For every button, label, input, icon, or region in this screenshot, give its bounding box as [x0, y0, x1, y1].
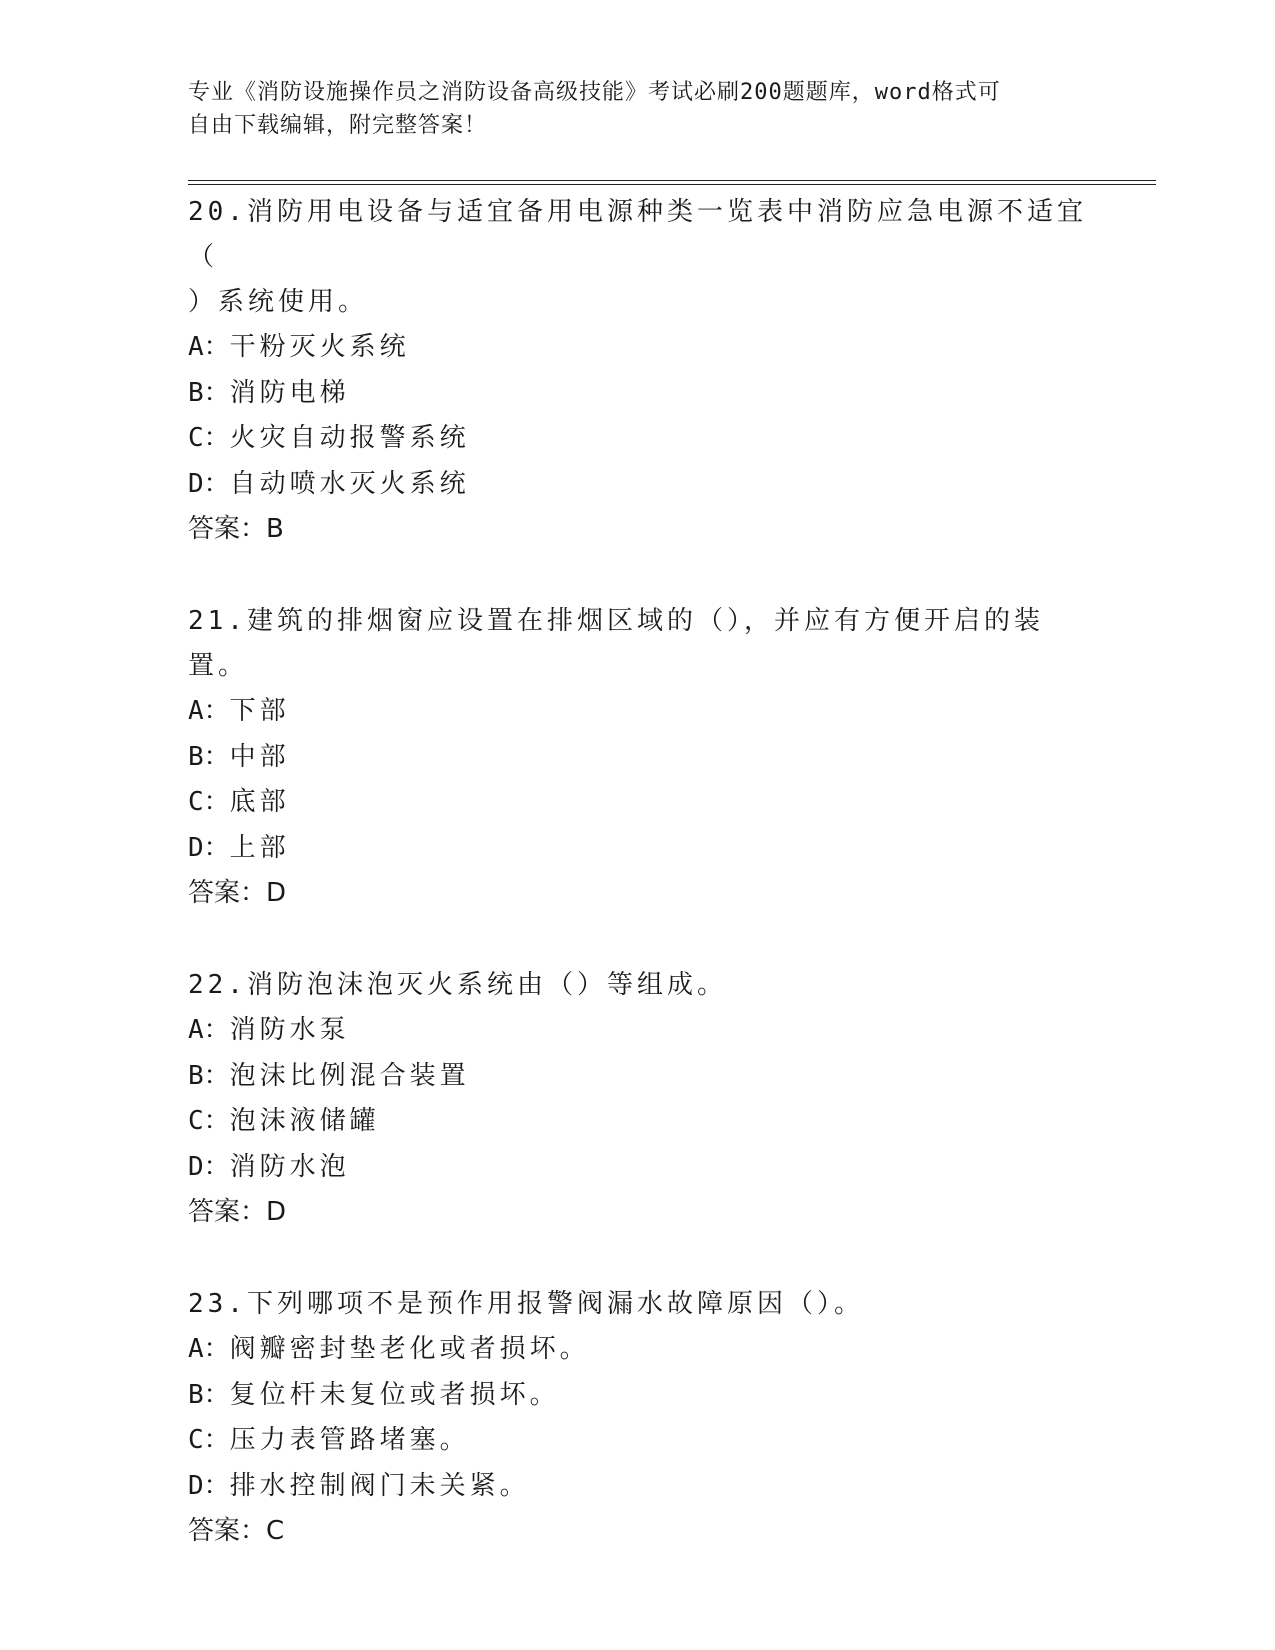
question-stem-line-2: ）系统使用。	[188, 287, 369, 317]
question-list	[188, 190, 1088, 1601]
question-stem: 22.消防泡沫泡灭火系统由（）等组成。	[188, 969, 727, 1000]
option-letter: B：	[188, 377, 230, 408]
question-20	[188, 190, 1088, 553]
question-stem: 21.建筑的排烟窗应设置在排烟区域的（），并应有方便开启的装置。	[188, 605, 1044, 681]
option-text: 泡沫比例混合装置	[229, 1060, 470, 1091]
option-text: 消防水泡	[229, 1151, 350, 1182]
option-text: 自动喷水灭火系统	[229, 468, 470, 499]
option-d	[188, 1145, 1088, 1191]
option-text: 下部	[229, 695, 290, 726]
option-b	[188, 1373, 1088, 1419]
option-b	[188, 735, 1088, 781]
question-stem: 23.下列哪项不是预作用报警阀漏水故障原因（）。	[188, 1288, 864, 1319]
question-22	[188, 963, 1088, 1236]
option-letter: D：	[188, 1151, 230, 1182]
option-text: 中部	[229, 741, 290, 772]
option-letter: B：	[188, 741, 230, 772]
option-a	[188, 1008, 1088, 1054]
option-letter: B：	[188, 1060, 230, 1091]
option-text: 上部	[229, 832, 290, 863]
option-letter: A：	[188, 695, 230, 726]
answer-line: 答案：D	[188, 1197, 287, 1228]
question-stem	[188, 190, 1088, 325]
option-letter: C：	[188, 787, 230, 818]
option-text: 排水控制阀门未关紧。	[229, 1470, 530, 1501]
option-letter: C：	[188, 1106, 230, 1137]
question-23	[188, 1282, 1088, 1555]
option-text: 泡沫液储罐	[229, 1106, 380, 1137]
option-c	[188, 1099, 1088, 1145]
question-stem-line-1: 20.消防用电设备与适宜备用电源种类一览表中消防应急电源不适宜（	[188, 197, 1087, 272]
option-text: 干粉灭火系统	[229, 332, 410, 362]
option-text: 底部	[229, 787, 290, 818]
option-letter: C：	[188, 423, 230, 454]
option-text: 消防水泵	[229, 1014, 350, 1045]
option-c	[188, 780, 1088, 826]
option-text: 火灾自动报警系统	[229, 423, 470, 454]
option-letter: C：	[188, 1425, 230, 1456]
option-a	[188, 1327, 1088, 1373]
option-letter: D：	[188, 1470, 230, 1501]
option-text: 复位杆未复位或者损坏。	[229, 1379, 560, 1410]
option-letter: D：	[188, 832, 230, 863]
header-divider-top	[188, 180, 1156, 181]
document-header	[188, 76, 1078, 142]
option-letter: D：	[188, 468, 230, 499]
option-text: 压力表管路堵塞。	[229, 1425, 470, 1456]
option-letter: A：	[188, 332, 230, 362]
option-c	[188, 1418, 1088, 1464]
question-21	[188, 599, 1088, 917]
answer-line: 答案：C	[188, 1516, 285, 1547]
option-b	[188, 371, 1088, 417]
header-divider-bottom	[188, 184, 1156, 185]
option-b	[188, 1054, 1088, 1100]
option-c	[188, 416, 1088, 462]
option-d	[188, 1464, 1088, 1510]
option-a	[188, 689, 1088, 735]
answer-line: 答案：D	[188, 878, 287, 909]
option-text: 消防电梯	[229, 377, 350, 408]
option-d	[188, 462, 1088, 508]
answer-line: 答案：B	[188, 514, 284, 545]
header-line-1: 专业《消防设施操作员之消防设备高级技能》考试必刷200题题库，word格式可	[188, 80, 1001, 105]
option-letter: B：	[188, 1379, 230, 1410]
option-letter: A：	[188, 1014, 230, 1045]
option-d	[188, 826, 1088, 872]
option-text: 阀瓣密封垫老化或者损坏。	[229, 1333, 590, 1364]
option-a	[188, 325, 1088, 371]
option-letter: A：	[188, 1333, 230, 1364]
header-line-2: 自由下载编辑，附完整答案！	[188, 113, 488, 138]
